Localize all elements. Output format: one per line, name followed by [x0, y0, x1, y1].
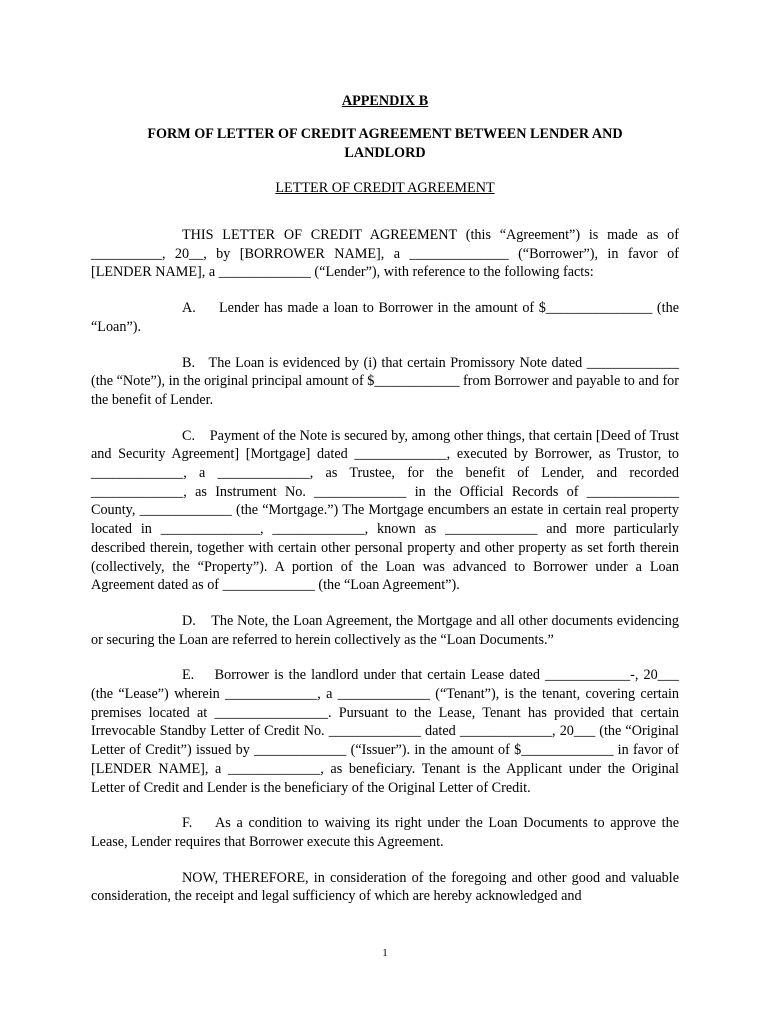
recital-e: E. Borrower is the landlord under that certain Lease dated ____________-, 20___ (the “Lease”) wherein _____________, a _____________ (“Tenant”), is the tenant, covering certain premises located at ________________. Pursuant to the Lease, Tenant has provided that certain Irrevocable Standby Letter of Credit No. _____________ dated _____________, 20___ (the “Original Letter of Credit”) issued by _____________ (“Issuer”). in the amount of $_____________ in favor of [LENDER NAME], a _____________, as beneficiary. Tenant is the Applicant under the Original Letter of Credit and Lender is the beneficiary of the Original Letter of Credit.	[91, 667, 679, 796]
appendix-heading: APPENDIX B	[341, 93, 429, 109]
page-number: 1	[382, 947, 388, 959]
recital-f: F. As a condition to waiving its right under the Loan Documents to approve the Lease, Lender requires that Borrower execute this Agreement.	[91, 815, 679, 850]
recital-d: D. The Note, the Loan Agreement, the Mortgage and all other documents evidencing or securing the Loan are referred to herein collectively as the “Loan Documents.”	[91, 612, 679, 648]
recital-a: A. Lender has made a loan to Borrower in the amount of $_______________ (the “Loan”).	[91, 300, 679, 335]
recital-b: B. The Loan is evidenced by (i) that certain Promissory Note dated _____________ (the “Note”), in the original principal amount of $____________ from Borrower and payable to and for the benefit of Lender.	[91, 354, 679, 408]
form-title: FORM OF LETTER OF CREDIT AGREEMENT BETWEEN LENDER AND LANDLORD	[147, 126, 623, 161]
intro-paragraph: THIS LETTER OF CREDIT AGREEMENT (this “Agreement”) is made as of __________, 20__, by [BORROWER NAME], a ______________ (“Borrower”), in favor of [LENDER NAME], a _____________ (“Lender”), with reference to the following facts:	[91, 227, 679, 281]
recital-c: C. Payment of the Note is secured by, among other things, that certain [Deed of Trust and Security Agreement] [Mortgage] dated _____________, executed by Borrower, as Trustor, to _____________, a _____________, as Trustee, for the benefit of Lender, and recorded _____________, as Instrument No. _____________ in the Official Records of _____________ County, _____________ (the “Mortgage.”) The Mortgage encumbers an estate in certain real property located in ______________, _____________, known as _____________ and more particularly described therein, together with certain other personal property and other property as set forth therein (collectively, the “Property”). A portion of the Loan was advanced to Borrower under a Loan Agreement dated as of _____________ (the “Loan Agreement”).	[91, 427, 679, 594]
now-therefore-paragraph: NOW, THEREFORE, in consideration of the foregoing and other good and valuable consideration, the receipt and legal sufficiency of which are hereby acknowledged and	[91, 869, 679, 905]
document-title: LETTER OF CREDIT AGREEMENT	[275, 180, 495, 196]
